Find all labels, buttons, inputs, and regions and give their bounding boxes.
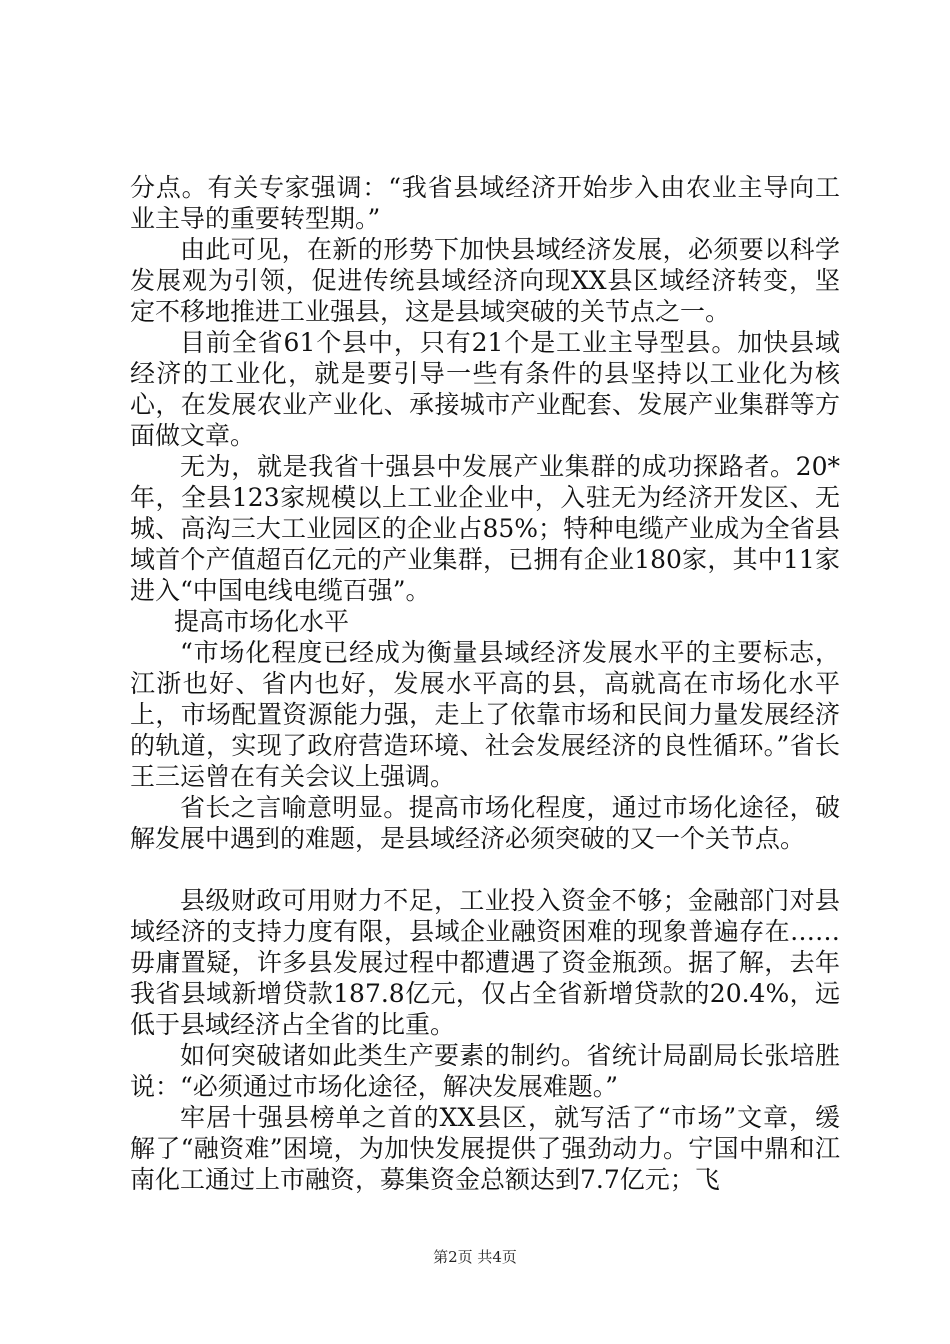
paragraph: “市场化程度已经成为衡量县域经济发展水平的主要标志，江浙也好、省内也好，发展水平高的县，高就高在市场化水平上，市场配置资源能力强，走上了依靠市场和民间力量发展经济的轨道，实现了政府营造环境、社会发展经济的良性循环。”省长王三运曾在有关会议上强调。	[130, 638, 840, 791]
paragraph: 如何突破诸如此类生产要素的制约。省统计局副局长张培胜说：“必须通过市场化途径，解决发展难题。”	[130, 1041, 840, 1101]
paragraph: 由此可见，在新的形势下加快县域经济发展，必须要以科学发展观为引领，促进传统县域经济向现XX县区域经济转变，坚定不移地推进工业强县，这是县域突破的关节点之一。	[130, 235, 840, 326]
paragraph: 分点。有关专家强调：“我省县域经济开始步入由农业主导向工业主导的重要转型期。”	[130, 173, 840, 233]
paragraph: 县级财政可用财力不足，工业投入资金不够；金融部门对县域经济的支持力度有限，县域企业融资困难的现象普遍存在……毋庸置疑，许多县发展过程中都遭遇了资金瓶颈。据了解，去年我省县域新增贷款187.8亿元，仅占全省新增贷款的20.4%，远低于县域经济占全省的比重。	[130, 886, 840, 1039]
blank-line	[130, 854, 840, 885]
paragraph: 无为，就是我省十强县中发展产业集群的成功探路者。20*年，全县123家规模以上工业企业中，入驻无为经济开发区、无城、高沟三大工业园区的企业占85%；特种电缆产业成为全省县域首个产值超百亿元的产业集群，已拥有企业180家，其中11家进入“中国电线电缆百强”。	[130, 452, 840, 605]
page-footer: 第2页 共4页	[433, 1248, 517, 1266]
paragraph: 目前全省61个县中，只有21个是工业主导型县。加快县域经济的工业化，就是要引导一些有条件的县坚持以工业化为核心，在发展农业产业化、承接城市产业配套、发展产业集群等方面做文章。	[130, 328, 840, 450]
section-heading: 提高市场化水平	[174, 607, 350, 636]
document-body	[130, 172, 840, 1195]
paragraph: 牢居十强县榜单之首的XX县区，就写活了“市场”文章，缓解了“融资难”困境，为加快发展提供了强劲动力。宁国中鼎和江南化工通过上市融资，募集资金总额达到7.7亿元；飞	[130, 1103, 840, 1194]
paragraph: 省长之言喻意明显。提高市场化程度，通过市场化途径，破解发展中遇到的难题，是县域经济必须突破的又一个关节点。	[130, 793, 840, 853]
